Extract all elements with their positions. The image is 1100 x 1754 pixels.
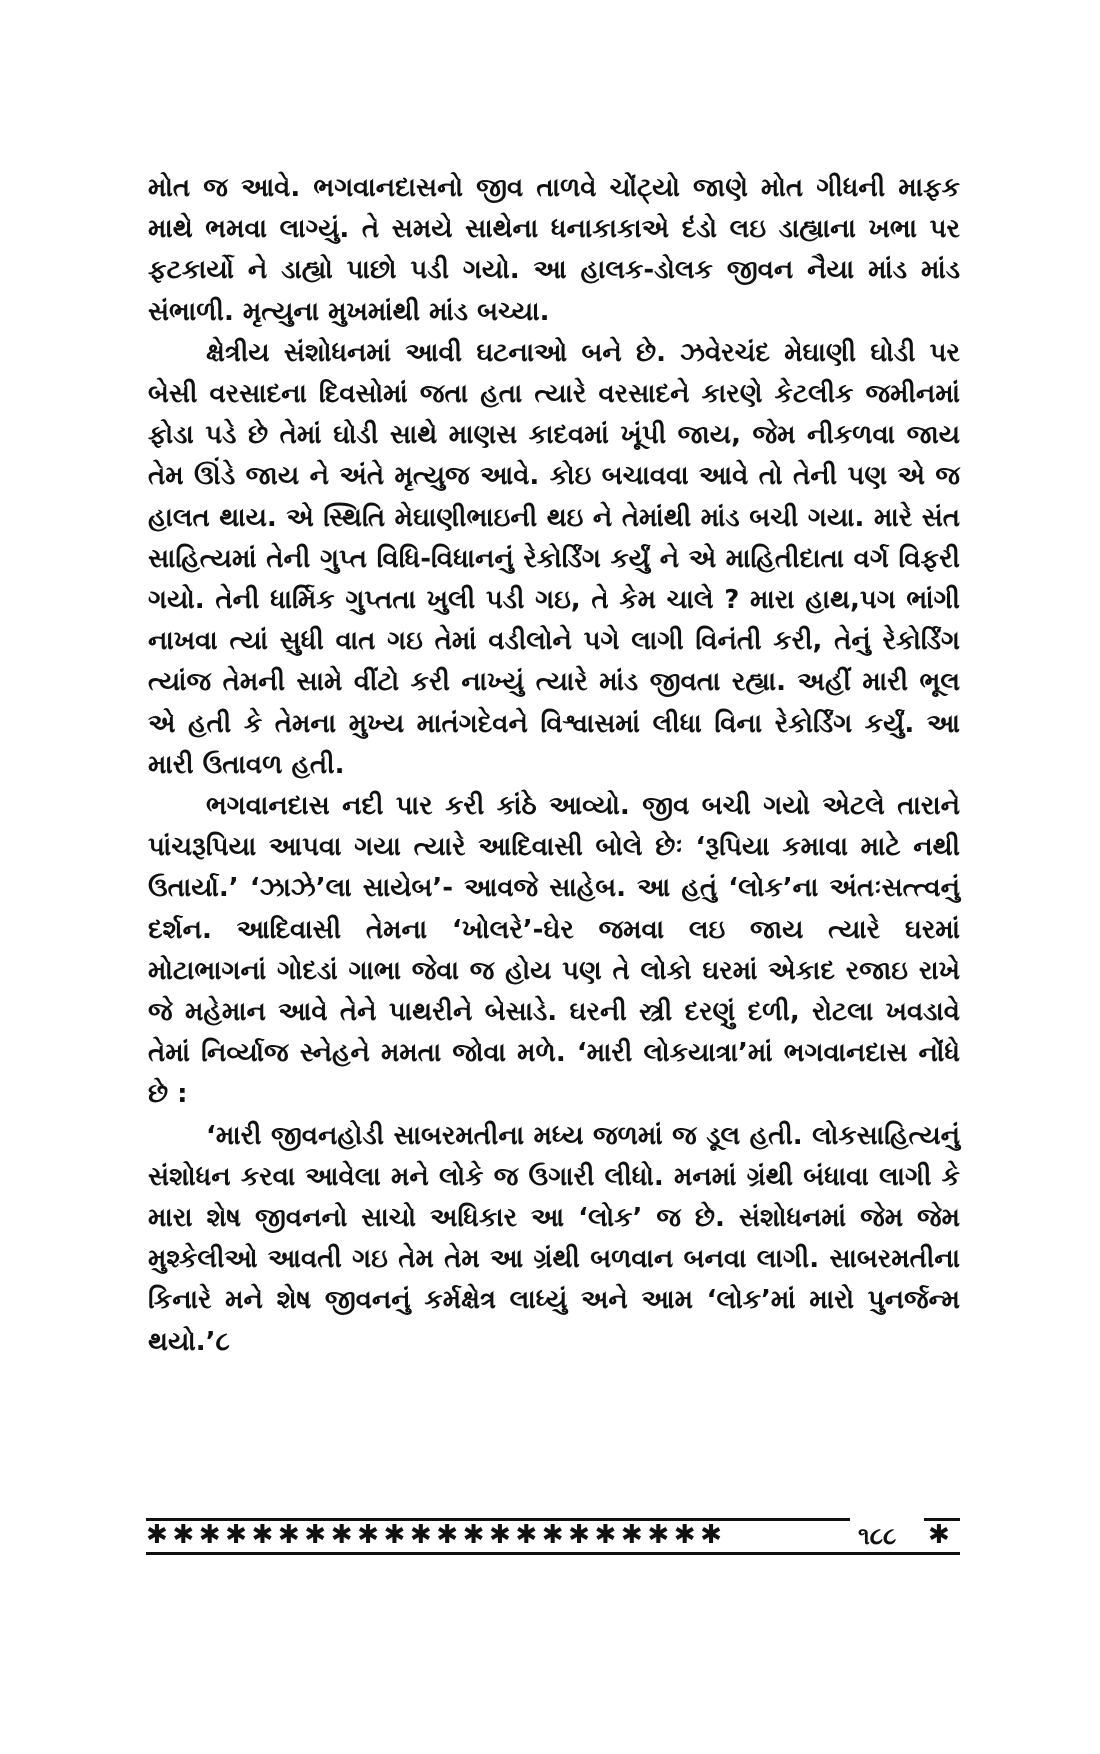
paragraph-field-research: ક્ષેત્રીય સંશોધનમાં આવી ઘટનાઓ બને છે. ઝવેરચંદ મેઘાણી ઘોડી પર બેસી વરસાદના દિવસોમાં જતા હતા ત્યારે વરસાદને કારણે કેટલીક જમીનમાં ફોડા પડે છે તેમાં ઘોડી સાથે માણસ કાદવમાં ખૂંપી જાય, જેમ નીકળવા જાય તેમ ઊંડે જાય ને અંતે મૃત્યુજ આવે. કોઇ બચાવવા આવે તો તેની પણ એ જ હાલત થાય. એ સ્થિતિ મેઘાણીભાઇની થઇ ને તેમાંથી માંડ બચી ગયા. મારે સંત સાહિત્યમાં તેની ગુપ્ત વિધિ-વિધાનનું રેકોર્ડિંગ કર્યું ને એ માહિતીદાતા વર્ગ વિફરી ગયો. તેની ધાર્મિક ગુપ્તતા ખુલી પડી ગઇ, તે કેમ ચાલે ? મારા હાથ,પગ ભાંગી નાખવા ત્યાં સુધી વાત ગઇ તેમાં વડીલોને પગે લાગી વિનંતી કરી, તેનું રેકોર્ડિંગ ત્યાંજ તેમની સામે વીંટો કરી નાખ્યું ત્યારે માંડ જીવતા રહ્યા. અહીં મારી ભૂલ એ હતી કે તેમના મુખ્ય માતંગદેવને વિશ્વાસમાં લીધા વિના રેકોર્ડિંગ કર્યું. આ મારી ઉતાવળ હતી. [148,337,960,780]
page-footer [146,1518,960,1554]
paragraph-bhagwandas-river: ભગવાનદાસ નદી પાર કરી કાંઠે આવ્યો. જીવ બચી ગયો એટલે તારાને પાંચરૂપિયા આપવા ગયા ત્યારે આદિવાસી બોલે છેઃ ‘રૂપિયા કમાવા માટે નથી ઉતાર્યા.’ ‘ઝાઝે’લા સાયેબ’- આવજે સાહેબ. આ હતું ‘લોક’ના અંતઃસત્ત્વનું દર્શન. આદિવાસી તેમના ‘ખોલરે’-ઘેર જમવા લઇ જાય ત્યારે ઘરમાં મોટાભાગનાં ગોદડાં ગાભા જેવા જ હોય પણ તે લોકો ઘરમાં એકાદ રજાઇ રાખે જે મહેમાન આવે તેને પાથરીને બેસાડે. ઘરની સ્ત્રી દરણું દળી, રોટલા ખવડાવે તેમાં નિર્વ્યાજ સ્નેહને મમતા જોવા મળે. ‘મારી લોકયાત્રા’માં ભગવાનદાસ નોંધે છે : [148,791,960,1110]
paragraph-continuation: મોત જ આવે. ભગવાનદાસનો જીવ તાળવે ચોંટ્યો જાણે મોત ગીધની માફક માથે ભમવા લાગ્યું. તે સમયે સાથેના ધનાકાકાએ દંડો લઇ ડાહ્યાના ખભા પર ફટકાર્યો ને ડાહ્યો પાછો પડી ગયો. આ હાલક-ડોલક જીવન નૈયા માંડ માંડ સંભાળી. મૃત્યુના મુખમાંથી માંડ બચ્યા. [148,173,960,327]
footer-star-border: ✱✱✱✱✱✱✱✱✱✱✱✱✱✱✱✱✱✱✱✱✱✱ [146,1520,727,1550]
footer-end-star: ✱ [928,1520,950,1550]
body-text [148,168,960,1363]
page-number: ૧૮૮ [858,1522,897,1550]
paragraph-quote: ‘મારી જીવનહોડી સાબરમતીના મધ્ય જળમાં જ ડૂલ હતી. લોકસાહિત્યનું સંશોધન કરવા આવેલા મને લોકે જ ઉગારી લીધો. મનમાં ગ્રંથી બંધાવા લાગી કે મારા શેષ જીવનનો સાચો અધિકાર આ ‘લોક’ જ છે. સંશોધનમાં જેમ જેમ મુશ્કેલીઓ આવતી ગઇ તેમ તેમ આ ગ્રંથી બળવાન બનવા લાગી. સાબરમતીના કિનારે મને શેષ જીવનનું કર્મક્ષેત્ર લાધ્યું અને આમ ‘લોક’માં મારો પુનર્જન્મ થયો.’૮ [148,1120,960,1357]
footer-rule-bottom [146,1552,960,1555]
